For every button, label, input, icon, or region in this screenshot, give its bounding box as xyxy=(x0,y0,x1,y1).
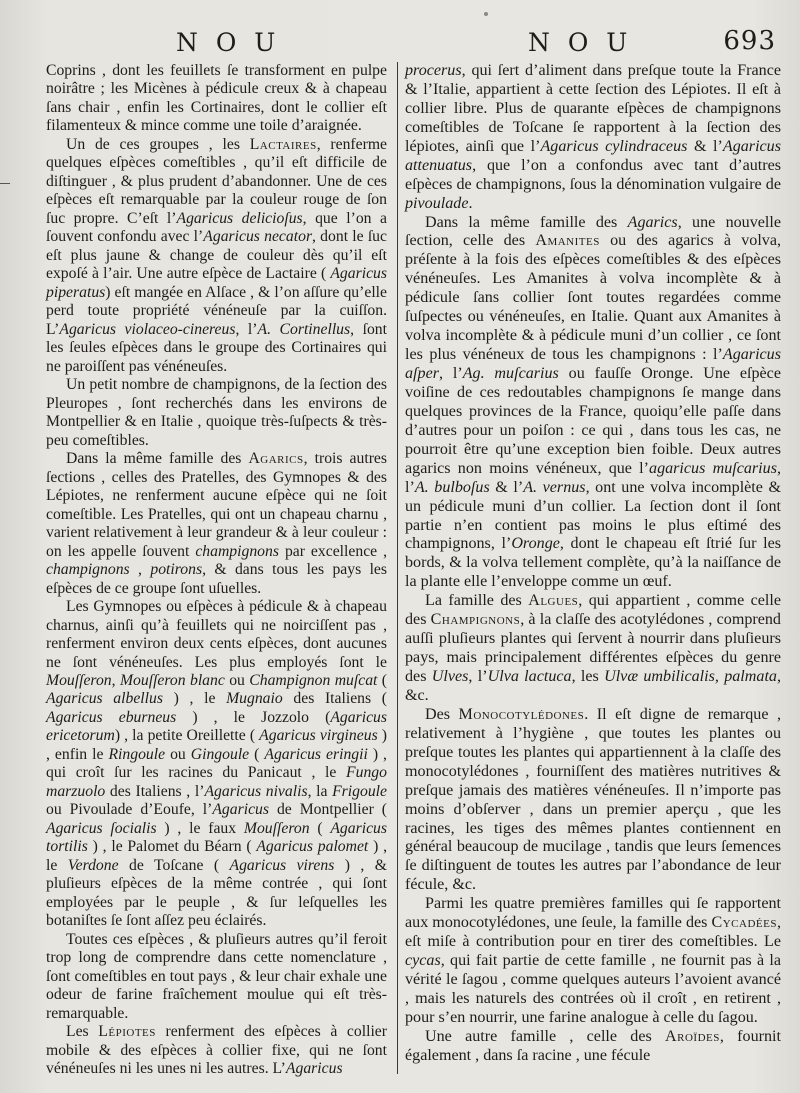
text-run: ou des agarics à volva, préſente à la fois des eſpèces comeſtibles & des eſpèces vénéneuſes. Les Amanites à volva incomplète & à pédicule ſans collier ſont toutes regardées comme ſuſpectes ou vénéneuſes, en Italie. Quant aux Amanites à volva incomplète & à pédicule muni d’un collier , ce ſont les plus vénéneux de tous les champignons : l’ xyxy=(405,232,782,364)
text-run: Toutes ces eſpèces , & pluſieurs autres qu’il feroit trop long de comprendre dans cette nomenclature , ſont comeſtibles en tout pays , & leur chair exhale une odeur de farine fraîchement moulue qui eſt très-remarquable. xyxy=(46,930,387,1022)
italic-term: Agaricus cylindraceus xyxy=(540,137,688,155)
text-run: par excellence , xyxy=(278,542,387,560)
running-head-left: N O U xyxy=(176,28,281,57)
italic-term: Agaricus virgineus xyxy=(259,727,378,745)
text-run: , xyxy=(111,671,120,689)
small-caps-term: Agarics xyxy=(248,450,304,468)
text-run: . Il eſt digne de remarque , relativement à l’hygiène , que toutes les plantes ou preſque toutes les plantes qui appartiennent à la claſſe des monocotylédones , fourniſſent des matières nutritives & preſque jamais des matières vénéneuſes. Il n’importe pas moins d’obſerver , dans un premier aperçu , que les racines, les tiges des mêmes plantes contiennent en général beaucoup de mucilage , tandis que leurs ſemences ſe diſtinguent de toutes les autres par l’abondance de leur fécule, &c. xyxy=(405,705,781,894)
margin-mark xyxy=(0,183,10,185)
text-run: ou fauſſe Oronge. Une eſpèce voiſine de ces redoutables champignons ſe mange dans quelques provinces de la France, quoiqu’elle paſſe dans d’autres pour un poiſon : ce qui , dans tous les cas, ne pourroit être qu’une exception bien foible. Deux autres agarics non moins vénéneux, que l’ xyxy=(405,365,781,477)
text-run: renferment des eſpèces à collier mobile & des eſpèces à collier fixe, qui ne ſont vénéneuſes ni les unes ni les autres. L’ xyxy=(46,1023,387,1078)
text-run: , la xyxy=(307,782,333,800)
text-run: , les xyxy=(571,668,605,685)
small-caps-term: Lépiotes xyxy=(98,1023,156,1041)
small-caps-term: Algues xyxy=(528,592,579,610)
italic-term: Ulves xyxy=(431,668,469,685)
paragraph xyxy=(405,62,781,214)
italic-term: Agaricus tortilis xyxy=(46,819,387,856)
italic-term: cycas xyxy=(405,952,441,970)
paragraph xyxy=(46,136,387,376)
small-caps-term: Monocotylédones xyxy=(458,705,585,723)
italic-term: Agaricus attenuatus xyxy=(405,137,781,174)
text-run: ) , le xyxy=(46,838,387,874)
small-caps-term: Amanites xyxy=(535,232,600,250)
italic-term: A. Cortinellus xyxy=(257,320,351,338)
text-run: ( xyxy=(249,745,265,763)
text-run: , trois autres ſections , celles des Pratelles, des Gymnopes & des Lépiotes, ne renferment aucune eſpèce qui ne ſoit comeſtible. Les Pratelles, qui ont un chapeau charnu , varient relativement à leur grandeur & à leur couleur : on les appelle ſouvent xyxy=(46,450,387,560)
text-run: ou xyxy=(224,671,250,689)
text-run: Des xyxy=(425,705,459,723)
italic-term: Agaricus eringii xyxy=(264,745,368,763)
text-run: ) , le faux xyxy=(156,819,244,837)
small-caps-term: Lactaires xyxy=(249,135,317,153)
text-run: , l’ xyxy=(235,320,258,338)
paragraph xyxy=(46,450,387,598)
paragraph xyxy=(405,592,781,706)
text-run: , eſt miſe à contribution pour en tirer des comeſtibles. Le xyxy=(405,914,781,951)
italic-term: Agaricus ericetorum xyxy=(46,708,387,745)
text-run: , une nouvelle ſection, celle des xyxy=(405,213,781,250)
text-run: de Toſcane ( xyxy=(118,856,230,874)
italic-term: Mugnaio xyxy=(226,690,283,708)
text-run: ou xyxy=(165,745,191,763)
text-run: & l’ xyxy=(489,478,524,496)
italic-term: A. bulboſus xyxy=(414,478,490,496)
text-run: Dans la même famille des xyxy=(66,450,249,468)
italic-term: Agaricus necator xyxy=(203,228,313,246)
column-divider xyxy=(397,62,398,1074)
italic-term: Agaricus xyxy=(285,1060,343,1078)
text-run: , fournit également , dans ſa racine , une fécule xyxy=(405,1027,781,1064)
text-run: ) , & pluſieurs eſpèces de la même contrée , qui ſont employées par le peuple , & ſur leſquelles les botaniſtes ſe ſont aſſez peu éclairés. xyxy=(46,856,387,930)
text-run: La famille des xyxy=(425,592,529,610)
text-run: , qui appartient , comme celle des xyxy=(405,592,781,629)
paragraph xyxy=(405,706,781,895)
text-run: , l’ xyxy=(405,459,781,496)
text-run: . xyxy=(468,194,473,212)
text-run: Coprins , dont les feuillets ſe transforment en pulpe noirâtre ; les Micènes à pédicule creux & à chapeau ſans chair , enfin les Cortinaires, dont le collier eſt filamenteux & mince comme une toile d’araignée. xyxy=(46,62,387,135)
text-run: , &c. xyxy=(405,668,781,704)
text-run: Une autre famille , celle des xyxy=(425,1027,666,1045)
italic-term: A. vernus xyxy=(523,478,586,496)
text-run: Les xyxy=(66,1023,99,1041)
text-run: , que l’on a ſouvent confondu avec l’ xyxy=(46,209,387,246)
text-run: ) , enfin le xyxy=(46,727,387,763)
left-column xyxy=(46,62,387,1079)
text-run: , l’ xyxy=(468,668,488,685)
italic-term: Champignon muſcat xyxy=(249,671,378,689)
paragraph xyxy=(46,62,387,136)
italic-term: Fungo marzuolo xyxy=(46,764,387,800)
text-run: ) , la petite Oreillette ( xyxy=(114,727,260,745)
text-run: , qui fait partie de cette famille , ne fournit pas à la vérité le ſagou , comme quelques auteurs l’avoient avancé , mais les naturels des contrées où il croît , en retirent , pour s’en nourrir, une farine analogue à celle du ſagou. xyxy=(405,952,781,1026)
small-caps-term: Champignons xyxy=(430,611,521,629)
page-number: 693 xyxy=(723,26,776,56)
text-run: de Montpellier ( xyxy=(269,801,387,819)
italic-term: Agaricus albellus xyxy=(46,690,163,708)
italic-term: Agaricus ſocialis xyxy=(46,819,157,837)
text-run: Un petit nombre de champignons, de la ſection des Pleuropes , ſont recherchés dans les environs de Montpellier & en Italie , quoique très-ſuſpects & très-peu comeſtibles. xyxy=(46,376,387,449)
running-head-right: N O U xyxy=(528,28,633,57)
italic-term: Oronge xyxy=(511,535,560,553)
text-run: , renferme quelques eſpèces comeſtibles , qu’il eſt difficile de diſtinguer , & plus prudent d’abandonner. Une de ces eſpèces eſt remarquable par la couleur rouge de ſon ſuc propre. C’eſt l’ xyxy=(46,135,387,227)
text-run: , qui ſert d’aliment dans preſque toute la France & l’Italie, appartient à cette ſection des Lépiotes. Il eſt à collier libre. Plus de quarante eſpèces de champignons comeſtibles de Toſcane ſe rapportent à la ſection des lépiotes, ainſi que l’ xyxy=(405,62,781,155)
paragraph xyxy=(405,214,781,593)
text-run: Les Gymnopes ou eſpèces à pédicule & à chapeau charnus, ainſi qu’à feuillets qui ne noirciſſent pas , renferment environ deux cents eſpèces, dont aucunes ne ſont vénéneuſes. Les plus employés ſont le xyxy=(46,598,387,671)
text-run: , & dans tous les pays les eſpèces de ce groupe ſont uſuelles. xyxy=(46,561,388,597)
italic-term: Verdone xyxy=(67,856,119,874)
text-run: ) , le xyxy=(162,690,227,708)
italic-term: procerus xyxy=(405,62,462,79)
italic-term: Gingoule xyxy=(190,745,250,763)
italic-term: Agaricus piperatus xyxy=(46,265,387,301)
right-column xyxy=(405,62,781,1066)
italic-term: champignons xyxy=(195,542,279,560)
text-run: ( xyxy=(309,819,331,837)
italic-term: Frigoule xyxy=(332,782,387,800)
page-speck xyxy=(484,12,488,16)
text-run: ( xyxy=(377,671,388,689)
text-run: , dont le chapeau eſt ſtrié ſur les bords, & la volva tellement complète, qu’à la naiſſance de la plante elle l’enveloppe comme un œuf. xyxy=(405,535,782,591)
small-caps-term: Aroïdes xyxy=(665,1027,720,1045)
text-run: Dans la même famille des xyxy=(425,213,628,231)
text-run: Parmi les quatre premières familles qui ſe rapportent aux monocotylédones, une ſeule, la famille des xyxy=(405,895,781,932)
text-run: Un de ces groupes , les xyxy=(66,135,250,153)
italic-term: pivoulade xyxy=(405,194,469,212)
text-run: ) , le Jozzolo ( xyxy=(176,708,331,726)
text-run: , que l’on a confondus avec tant d’autres eſpèces de champignons, ſous la dénomination vulgaire de xyxy=(405,156,781,193)
text-run: des Italiens ( xyxy=(282,690,388,708)
italic-term: Agaricus palomet xyxy=(256,838,369,856)
paragraph xyxy=(405,1028,781,1066)
italic-term: Agaricus nivalis xyxy=(204,782,308,800)
paragraph xyxy=(46,1023,387,1078)
italic-term: Ulvæ umbilicalis, palmata xyxy=(604,668,777,685)
text-run: ou Pivoulade d’Eoufe, l’ xyxy=(46,801,213,819)
text-run: ) , le Palomet du Béarn ( xyxy=(87,838,257,856)
italic-term: champignons , potirons xyxy=(46,561,203,579)
text-run: , ſont les ſeules eſpèces dans le groupe des Cortinaires qui ne paroiſſent pas vénéneuſes. xyxy=(46,320,387,375)
text-run: ) , qui croît ſur les racines du Panicaut , le xyxy=(46,745,387,782)
italic-term: Agarics xyxy=(627,213,678,231)
text-run: & l’ xyxy=(687,137,723,155)
paragraph xyxy=(46,376,387,450)
paragraph xyxy=(46,931,387,1023)
italic-term: Ulva lactuca xyxy=(487,668,572,685)
small-caps-term: Cycadées xyxy=(711,914,777,932)
text-run: des Italiens , l’ xyxy=(105,782,205,800)
italic-term: Agaricus eburneus xyxy=(46,708,177,726)
text-run: , dont le ſuc eſt plus jaune & change de couleur dès qu’il eſt expoſé à l’air. Une autre eſpèce de Lactaire ( xyxy=(46,228,387,283)
italic-term: Agaricus xyxy=(212,801,269,819)
paragraph xyxy=(405,895,781,1028)
text-run: , à la claſſe des acotylédones , comprend auſſi pluſieurs plantes qui ſervent à nourrir dans pluſieurs pays, mais principalement différentes eſpèces du genre des xyxy=(405,611,781,685)
text-run: ) eſt mangée en Alſace , & l’on aſſure qu’elle perd toute propriété vénéneuſe par la cuiſſon. L’ xyxy=(46,283,387,338)
italic-term: Mouſſeron blanc xyxy=(119,671,225,689)
italic-term: Mouſſeron xyxy=(243,819,310,837)
italic-term: Ringoule xyxy=(108,745,166,763)
italic-term: agaricus muſcarius xyxy=(649,459,777,477)
italic-term: Mouſſeron xyxy=(46,671,112,689)
italic-term: Ag. muſcarius xyxy=(462,365,559,382)
paragraph xyxy=(46,598,387,931)
italic-term: Agaricus delicioſus xyxy=(176,209,303,227)
text-run: , l’ xyxy=(438,365,463,382)
text-run: , ont une volva incomplète & un pédicule muni d’un collier. La ſection dont il ſont partie n’en contient pas moins le plus eſtimé des champignons, l’ xyxy=(405,478,782,553)
italic-term: Agaricus violaceo-cinereus xyxy=(59,320,236,338)
italic-term: Agaricus virens xyxy=(229,856,335,874)
italic-term: Agaricus aſper xyxy=(405,346,781,382)
